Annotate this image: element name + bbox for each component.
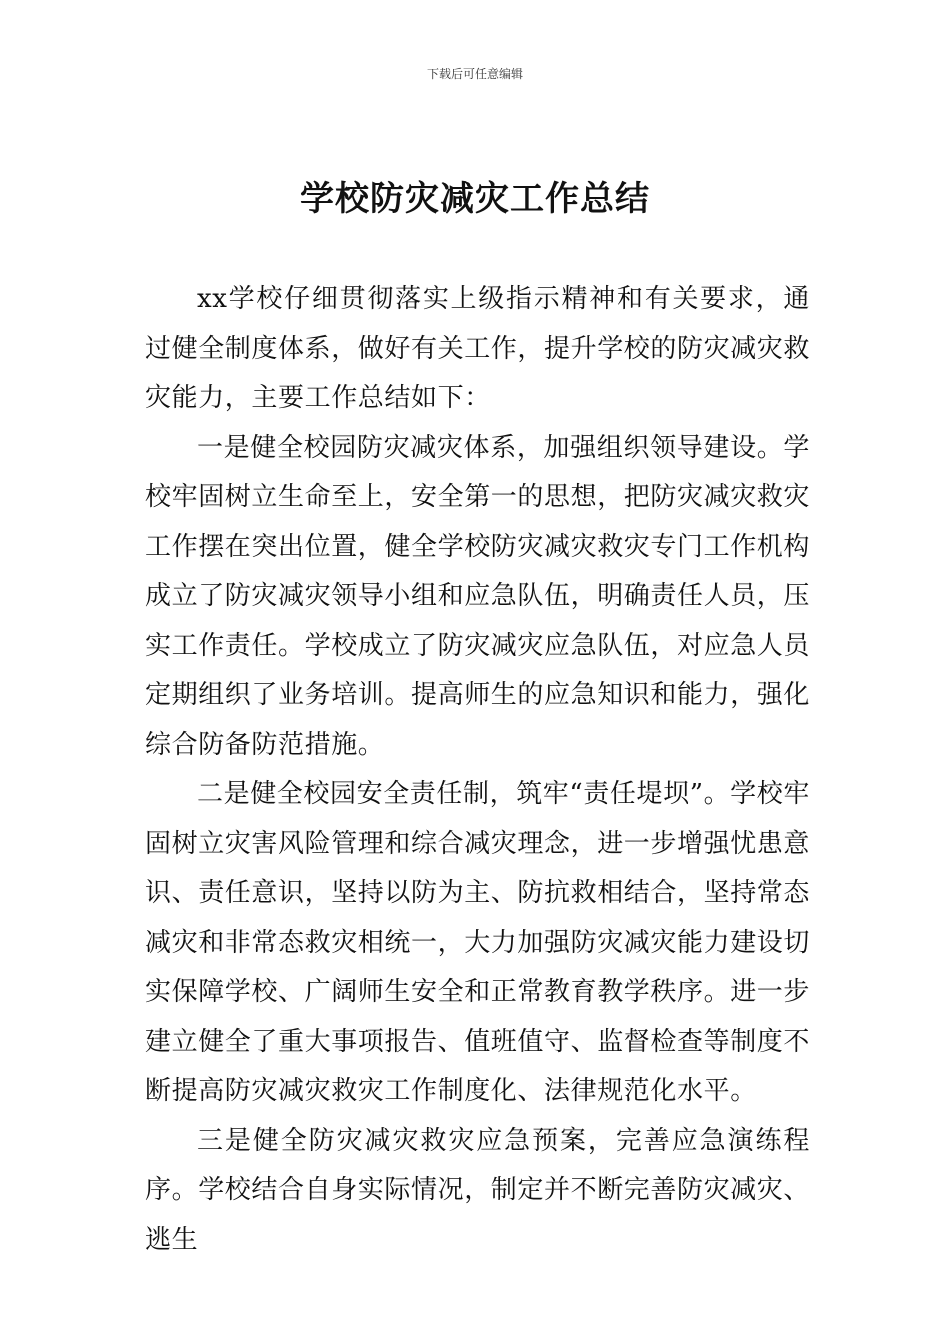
document-body [145,275,810,1265]
paragraph-intro: xx学校仔细贯彻落实上级指示精神和有关要求，通过健全制度体系，做好有关工作，提升学校的防灾减灾救灾能力，主要工作总结如下： [145,284,811,413]
paragraph-two: 二是健全校园安全责任制，筑牢“责任堤坝”。学校牢固树立灾害风险管理和综合减灾理念，进一步增强忧患意识、责任意识，坚持以防为主、防抗救相结合，坚持常态减灾和非常态救灾相统一，大力加强防灾减灾能力建设切实保障学校、广阔师生安全和正常教育教学秩序。进一步建立健全了重大事项报告、值班值守、监督检查等制度不断提高防灾减灾救灾工作制度化、法律规范化水平。 [145,779,811,1106]
paragraph-three: 三是健全防灾减灾救灾应急预案，完善应急演练程序。学校结合自身实际情况，制定并不断完善防灾减灾、逃生 [145,1125,811,1255]
paragraph-one: 一是健全校园防灾减灾体系，加强组织领导建设。学校牢固树立生命至上，安全第一的思想，把防灾减灾救灾工作摆在突出位置，健全学校防灾减灾救灾专门工作机构成立了防灾减灾领导小组和应急队伍，明确责任人员，压实工作责任。学校成立了防灾减灾应急队伍，对应急人员定期组织了业务培训。提高师生的应急知识和能力，强化综合防备防范措施。 [145,432,811,760]
header-note: 下载后可任意编辑 [426,67,523,81]
document-title: 学校防灾减灾工作总结 [300,179,650,219]
